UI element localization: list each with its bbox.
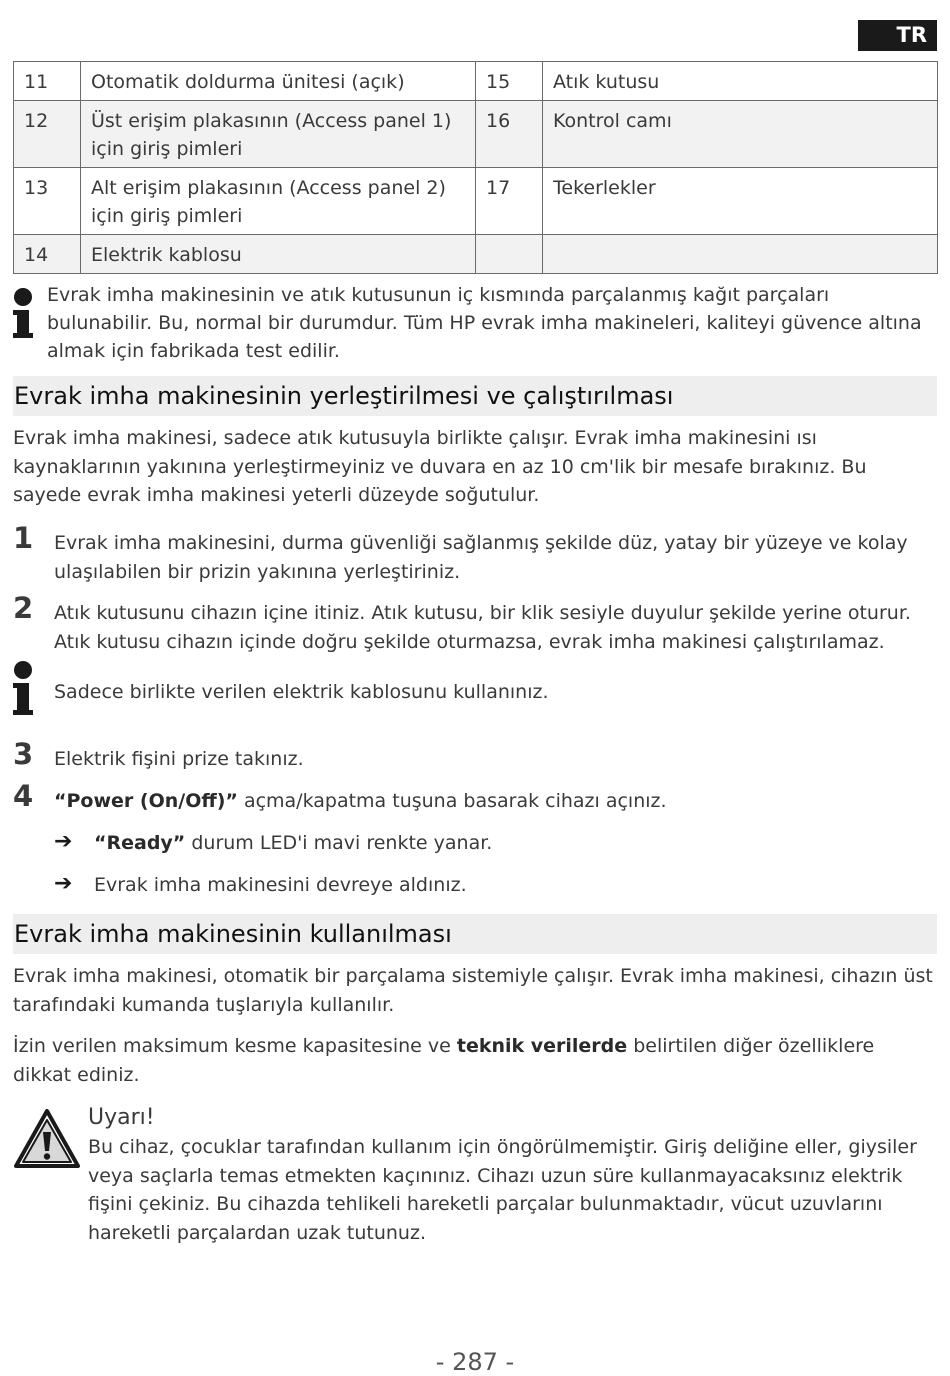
- intro-paragraph: Evrak imha makinesi, sadece atık kutusuyla birlikte çalışır. Evrak imha makinesini ısı kaynaklarının yakınına yerleştirmeyiniz ve duvara en az 10 cm'lik bir mesafe bırakınız. Bu sayede evrak imha makinesi yeterli düzeyde soğutulur.: [13, 427, 867, 506]
- technical-data-ref: teknik verilerde: [456, 1035, 628, 1057]
- step-text: Evrak imha makinesini, durma güvenliği sağlanmış şekilde düz, yatay bir yüzeye ve kolay ulaşılabilen bir prizin yakınına yerleştiriniz.: [54, 532, 908, 583]
- part-description: Elektrik kablosu: [81, 235, 476, 274]
- info-icon: [13, 661, 33, 715]
- step-text: Elektrik fişini prize takınız.: [54, 748, 304, 770]
- result-text: Evrak imha makinesini devreye aldınız.: [94, 874, 467, 896]
- section-heading: Evrak imha makinesinin kullanılması: [13, 914, 937, 954]
- page-number: - 287 -: [435, 1348, 515, 1376]
- step-text: Atık kutusunu cihazın içine itiniz. Atık kutusu, bir klik sesiyle duyulur şekilde yerine oturur. Atık kutusu cihazın içinde doğru şekilde oturmazsa, evrak imha makinesi çalıştırılamaz.: [54, 602, 911, 653]
- part-number: 17: [476, 168, 543, 235]
- capacity-paragraph: [13, 1032, 933, 1089]
- part-number: 14: [14, 235, 81, 274]
- result-text: [94, 829, 492, 857]
- part-description: Tekerlekler: [543, 168, 938, 235]
- warning-title: Uyarı!: [88, 1105, 155, 1130]
- part-number: [476, 235, 543, 274]
- arrow-right-icon: ➔: [54, 829, 73, 854]
- button-name: “Power (On/Off)”: [54, 790, 238, 812]
- warning-icon: [13, 1108, 81, 1170]
- text-span: İzin verilen maksimum kesme kapasitesine ve: [13, 1035, 457, 1057]
- part-description: Alt erişim plakasının (Access panel 2) için giriş pimleri: [81, 168, 476, 235]
- info-note: Sadece birlikte verilen elektrik kablosunu kullanınız.: [54, 681, 549, 703]
- parts-table: [13, 61, 938, 274]
- part-description: [543, 235, 938, 274]
- table-row: [14, 168, 938, 235]
- part-description: Otomatik doldurma ünitesi (açık): [81, 62, 476, 101]
- part-description: Üst erişim plakasının (Access panel 1) için giriş pimleri: [81, 101, 476, 168]
- language-badge: TR: [858, 20, 937, 51]
- part-number: 12: [14, 101, 81, 168]
- warning-text: Bu cihaz, çocuklar tarafından kullanım için öngörülmemiştir. Giriş deliğine eller, giysiler veya saçlarla temas etmekten kaçınınız. Cihazı uzun süre kullanmayacaksınız elektrik fişini çekiniz. Bu cihazda tehlikeli hareketli parçalar bulunmaktadır, vücut uzuvlarını hareketli parçalardan uzak tutunuz.: [88, 1136, 917, 1244]
- table-row: [14, 235, 938, 274]
- table-row: [14, 101, 938, 168]
- part-description: Kontrol camı: [543, 101, 938, 168]
- section-heading: Evrak imha makinesinin yerleştirilmesi ve çalıştırılması: [13, 376, 937, 416]
- part-number: 15: [476, 62, 543, 101]
- part-number: 13: [14, 168, 81, 235]
- part-description: Atık kutusu: [543, 62, 938, 101]
- step-text: [54, 787, 934, 816]
- result-text-rest: durum LED'i mavi renkte yanar.: [185, 832, 493, 854]
- info-icon: [13, 288, 33, 338]
- part-number: 11: [14, 62, 81, 101]
- usage-paragraph: Evrak imha makinesi, otomatik bir parçalama sistemiyle çalışır. Evrak imha makinesi, cihazın üst tarafındaki kumanda tuşlarıyla kullanılır.: [13, 965, 933, 1016]
- part-number: 16: [476, 101, 543, 168]
- step-number: 1: [13, 521, 34, 555]
- step-number: 2: [13, 591, 34, 625]
- info-note: Evrak imha makinesinin ve atık kutusunun iç kısmında parçalanmış kağıt parçaları bulunabilir. Bu, normal bir durumdur. Tüm HP evrak imha makineleri, kaliteyi güvence altına almak için fabrikada test edilir.: [47, 284, 922, 362]
- step-number: 4: [13, 779, 34, 813]
- table-row: [14, 62, 938, 101]
- text-span: belirtilen diğer özelliklere dikkat ediniz.: [13, 1035, 875, 1086]
- step-text-rest: açma/kapatma tuşuna basarak cihazı açınız.: [237, 790, 667, 812]
- step-number: 3: [13, 737, 34, 771]
- led-name: “Ready”: [94, 832, 186, 854]
- arrow-right-icon: ➔: [54, 871, 73, 896]
